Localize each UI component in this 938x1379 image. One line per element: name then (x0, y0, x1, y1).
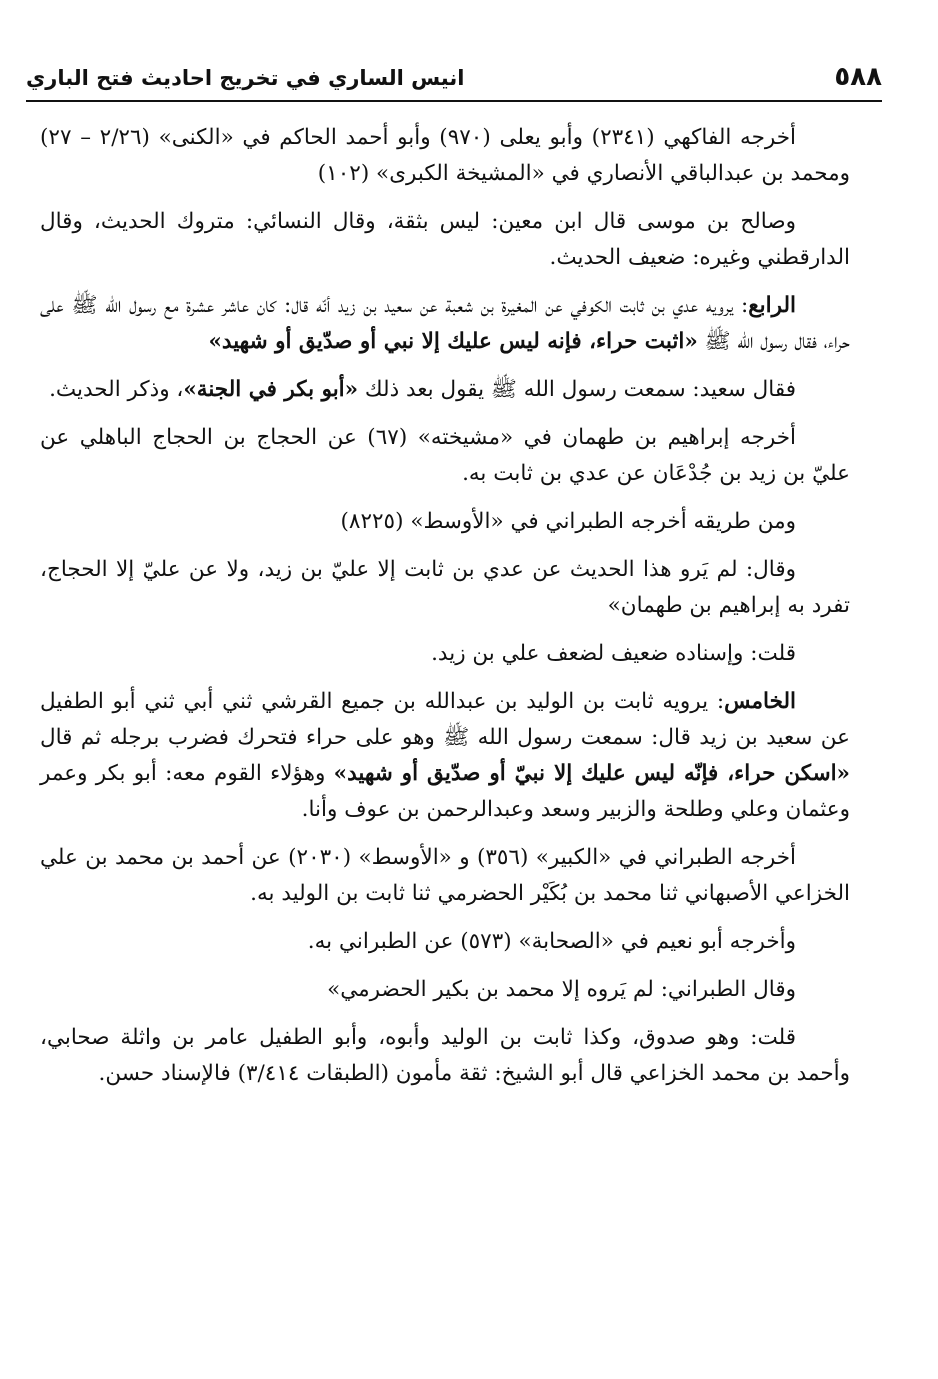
section-heading: الرابع (748, 293, 796, 318)
hadith-quote: «أبو بكر في الجنة» (183, 377, 359, 402)
paragraph (40, 924, 850, 960)
text-segment: وقال: لم يَرو هذا الحديث عن عدي بن ثابت إلا عليّ بن زيد، ولا عن عليّ إلا الحجاج، تفرد به إبراهيم بن طهمان» (40, 557, 850, 618)
paragraph (40, 636, 850, 672)
text-segment: أخرجه الطبراني في «الكبير» (٣٥٦) و «الأوسط» (٢٠٣٠) عن أحمد بن محمد بن علي الخزاعي الأصبهاني ثنا محمد بن بُكَيْر الحضرمي ثنا ثابت بن الوليد به. (40, 845, 850, 906)
header-rule (26, 100, 882, 102)
text-segment: وقال الطبراني: لم يَروه إلا محمد بن بكير الحضرمي» (327, 977, 796, 1002)
page-body (40, 120, 850, 1104)
paragraph (40, 504, 850, 540)
page-number: ٥٨٨ (834, 62, 882, 92)
section-heading: الخامس (724, 689, 796, 714)
paragraph (40, 372, 850, 408)
paragraph (40, 120, 850, 192)
text-segment: وأخرجه أبو نعيم في «الصحابة» (٥٧٣) عن الطبراني به. (307, 929, 796, 954)
text-segment: قلت: وهو صدوق، وكذا ثابت بن الوليد وأبوه، وأبو الطفيل عامر بن واثلة صحابي، وأحمد بن محمد الخزاعي قال أبو الشيخ: ثقة مأمون (الطبقات ٣/٤١٤) فالإسناد حسن. (40, 1025, 850, 1086)
text-segment: فقال سعيد: سمعت رسول الله ﷺ يقول بعد ذلك (358, 377, 796, 402)
text-segment: : يرويه ثابت بن الوليد بن عبدالله بن جميع القرشي ثني أبي ثني أبو الطفيل عن سعيد بن زيد قال: سمعت رسول الله ﷺ وهو على حراء فتحرك فضرب برجله ثم قال (40, 689, 850, 750)
paragraph (40, 972, 850, 1008)
text-segment: وهؤلاء القوم معه: أبو بكر وعمر وعثمان وعلي وطلحة والزبير وسعد وعبدالرحمن بن عوف وأنا. (40, 761, 850, 822)
paragraph (40, 288, 850, 360)
paragraph (40, 204, 850, 276)
paragraph (40, 1020, 850, 1092)
text-segment: قلت: وإسناده ضعيف لضعف علي بن زيد. (431, 641, 796, 666)
paragraph (40, 840, 850, 912)
text-segment: أخرجه الفاكهي (٢٣٤١) وأبو يعلى (٩٧٠) وأبو أحمد الحاكم في «الكنى» (٢/٢٦ – ٢٧) ومحمد بن عبدالباقي الأنصاري في «المشيخة الكبرى» (١٠٢) (40, 125, 850, 186)
paragraph (40, 420, 850, 492)
paragraph (40, 684, 850, 828)
running-title: انيس الساري في تخريج احاديث فتح الباري (26, 66, 465, 90)
page-header (26, 56, 882, 102)
hadith-quote: «اثبت حراء، فإنه ليس عليك إلا نبي أو صدّيق أو شهيد» (208, 329, 698, 354)
text-segment: ومن طريقه أخرجه الطبراني في «الأوسط» (٨٢٢٥) (340, 509, 796, 534)
paragraph (40, 552, 850, 624)
hadith-quote: «اسكن حراء، فإنّه ليس عليك إلا نبيّ أو صدّيق أو شهيد» (333, 761, 850, 786)
text-segment: أخرجه إبراهيم بن طهمان في «مشيخته» (٦٧) عن الحجاج بن الحجاج الباهلي عن عليّ بن زيد بن جُدْعَان عن عدي بن ثابت به. (40, 425, 850, 486)
text-segment: ، وذكر الحديث. (49, 377, 184, 402)
text-segment: : يرويه عدي بن ثابت الكوفي عن المغيرة بن شعبة عن سعيد بن زيد أنّه قال: كان عاشر عشرة مع رسول الله ﷺ على حراء، فقال رسول الله ﷺ (40, 293, 850, 354)
text-segment: وصالح بن موسى قال ابن معين: ليس بثقة، وقال النسائي: متروك الحديث، وقال الدارقطني وغيره: ضعيف الحديث. (40, 209, 850, 270)
